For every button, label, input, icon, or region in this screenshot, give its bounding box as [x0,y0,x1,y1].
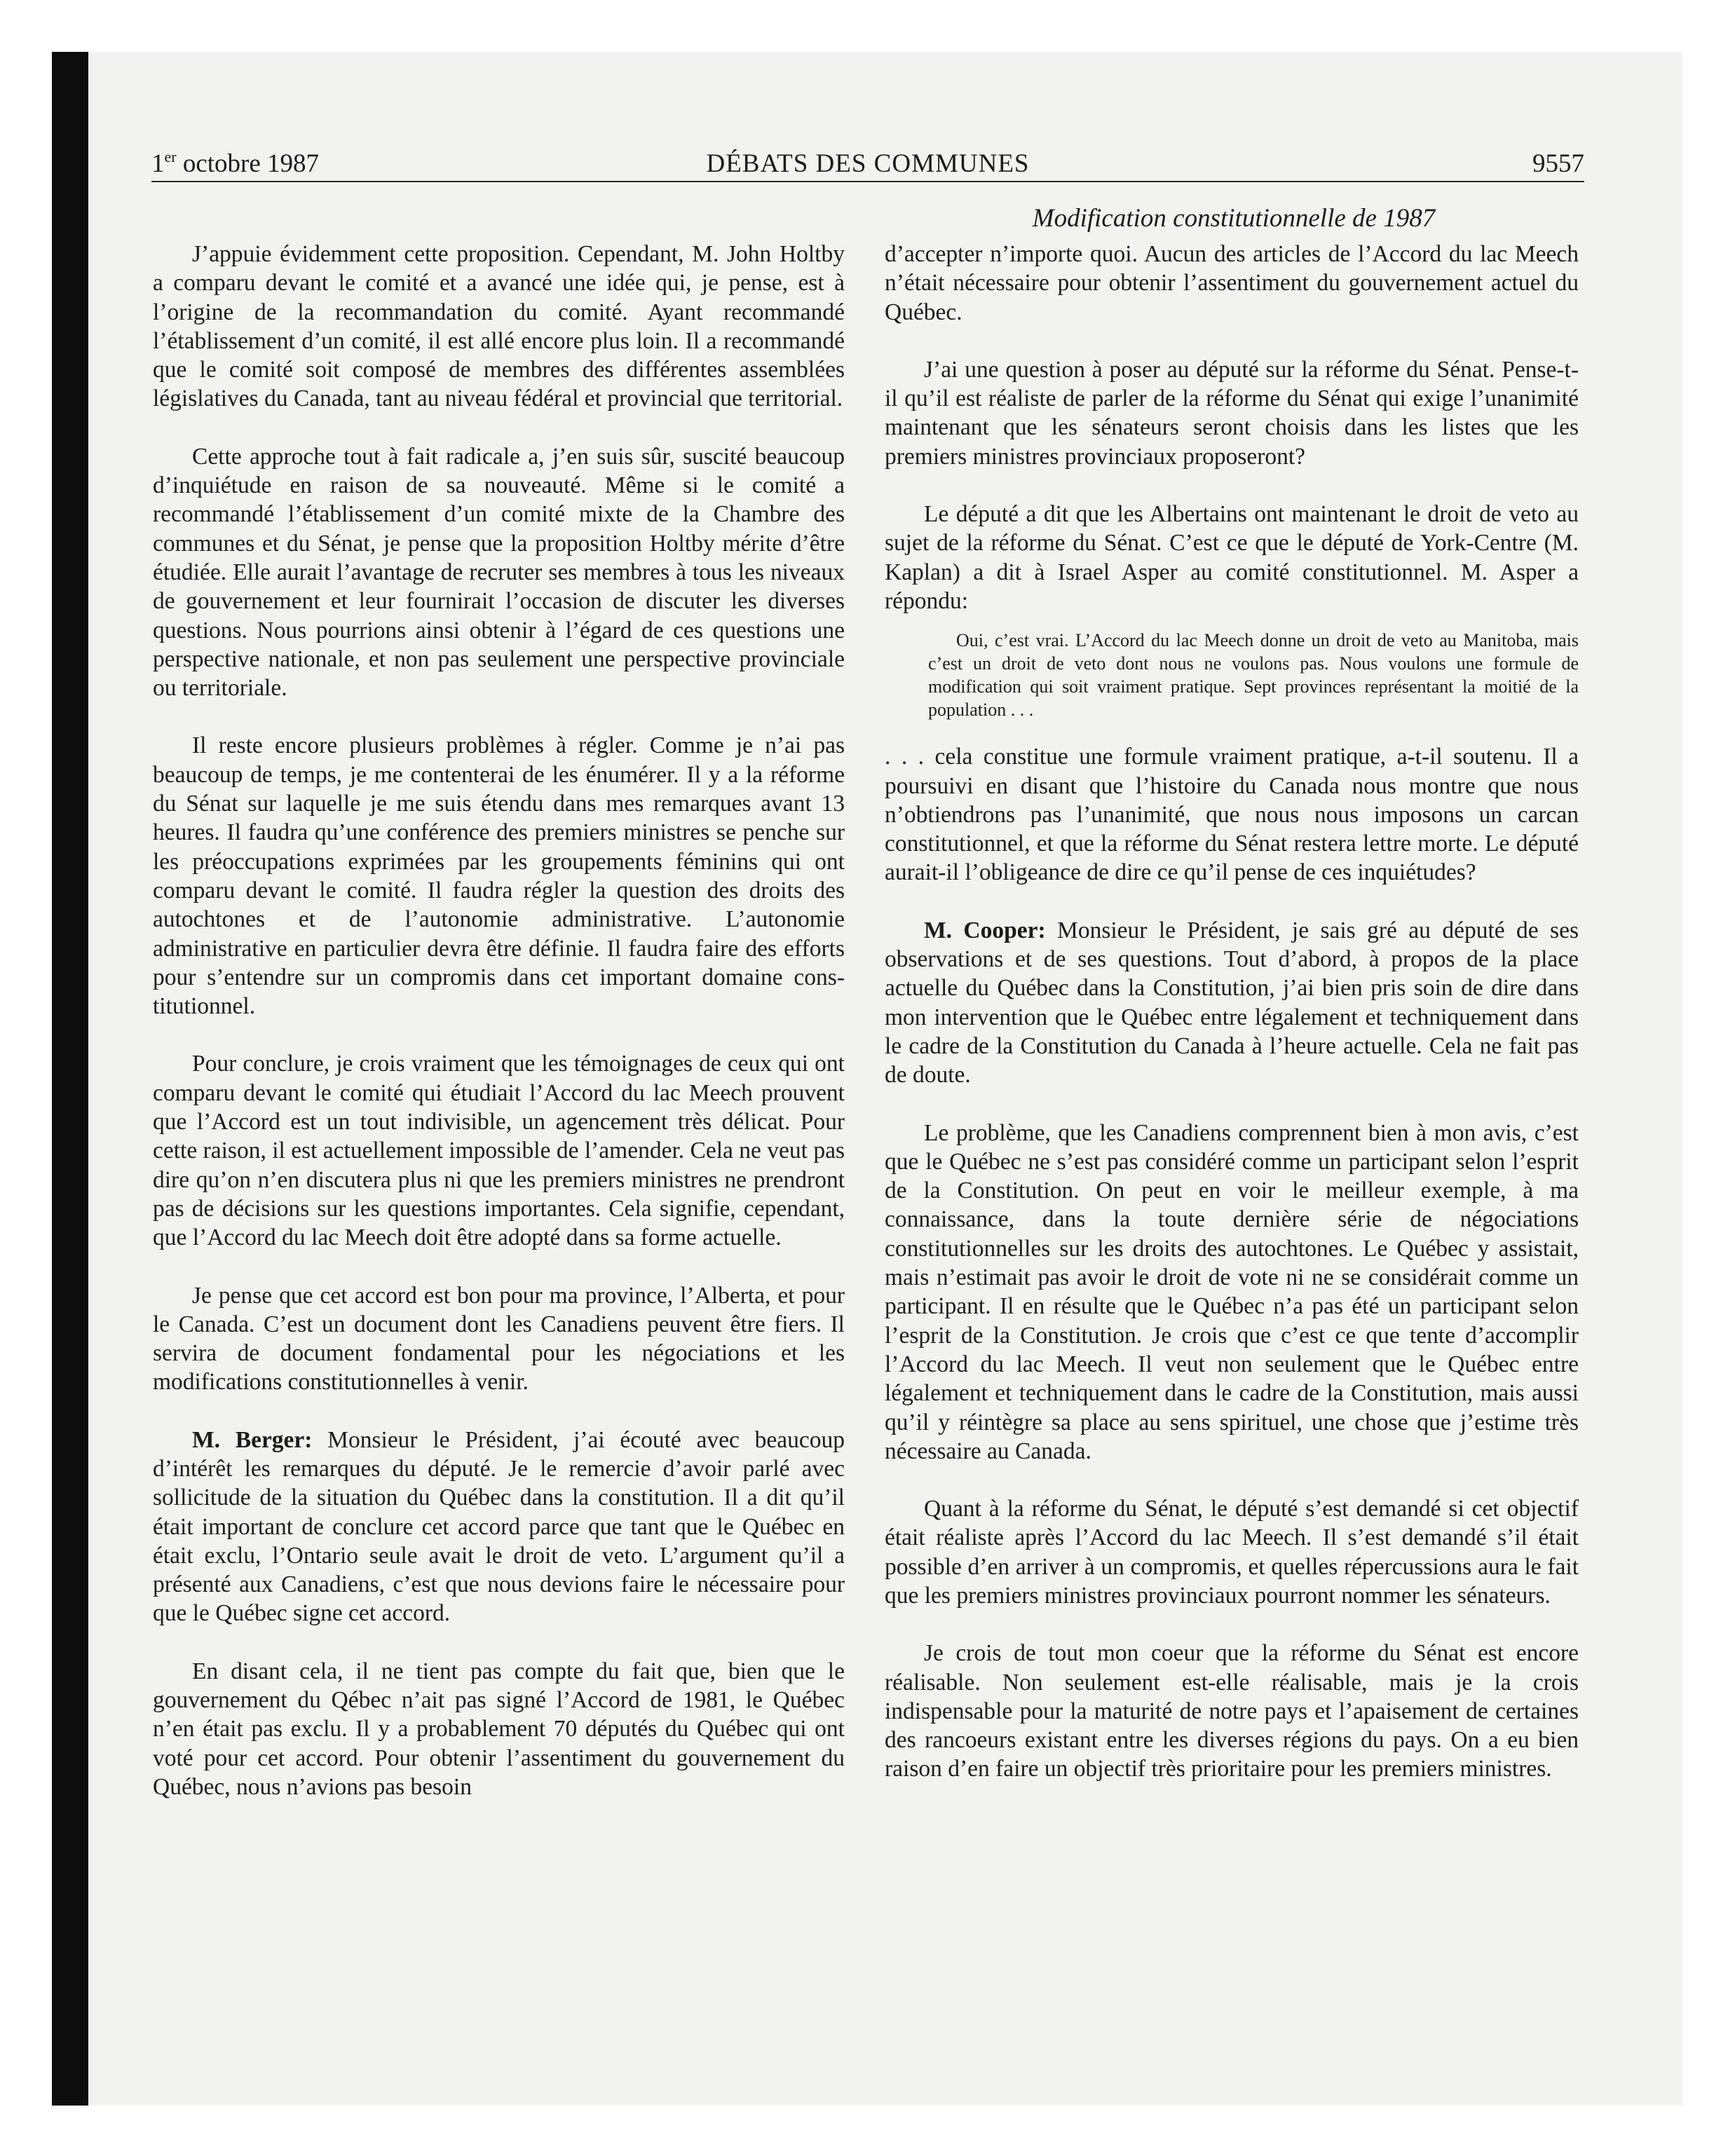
speaker-name: M. Cooper: [924,917,1046,943]
header-rule [151,181,1584,182]
paragraph: Cette approche tout à fait radicale a, j’en suis sûr, suscité beaucoup d’inquiétude en raison de sa nouveauté. Même si le comité a recommandé l’établissement d’un comité mixte de la Chambre des communes et du Sénat, je pense que la proposition Holtby mérite d’être étudiée. Elle aurait l’avantage de recruter ses membres à tous les niveaux de gouvernement et leur fournirait l’occasion de discuter les diverses questions. Nous pourrions ainsi obtenir à l’égard de ces questions une perspective nationale, et non pas seulement une perspective provinciale ou territoriale. [153,443,845,702]
paragraph: . . . cela constitue une formule vraiment pratique, a-t-il soutenu. Il a poursuivi en disant que l’histoire du Canada nous montre que nous n’obtiendrons pas l’unanimité, que nous nous imposons un carcan constitutionnel, et que la réforme du Sénat restera lettre morte. Le député aurait-il l’obligeance de dire ce qu’il pense de ces inquiétudes? [885,744,1579,886]
continued-paragraph: d’accepter n’importe quoi. Aucun des articles de l’Accord du lac Meech n’était nécessaire pour obtenir l’assentiment du gouvernement actuel du Québec. [885,241,1579,325]
paragraph: J’appuie évidemment cette proposition. Cependant, M. John Holtby a comparu devant le comité et a avancé une idée qui, je pense, est à l’origine de la recommandation du comité. Ayant recommandé l’établissement d’un comité, il est allé encore plus loin. Il a recommandé que le comité soit composé de membres des différentes assemblées législatives du Canada, tant au niveau fédéral et provincial que territorial. [153,241,845,412]
paragraph: Le problème, que les Canadiens comprennent bien à mon avis, c’est que le Québec ne s’est pas considéré comme un participant selon l’esprit de la Constitution. On peut en voir le meilleur exemple, à ma connaissance, dans la toute dernière série de négociations constitutionnelles sur les droits des autochtones. Le Québec y assistait, mais n’estimait pas avoir le droit de vote ni ne se considérait comme un participant. Il en résulte que le Québec n’a pas été un participant selon l’esprit de la Constitution. Je crois que c’est ce que tente d’accomplir l’Accord du lac Meech. Il veut non seulement que le Québec entre légalement et techniquement dans le cadre de la Constitution, mais aussi qu’il y réintègre sa place au sens spirituel, une chose que j’estime très nécessaire au Canada. [885,1119,1579,1464]
section-title: Modification constitutionnelle de 1987 [1032,204,1436,233]
paragraph: Quant à la réforme du Sénat, le député s’est demandé si cet objectif était réaliste après l’Accord du lac Meech. Il s’est demandé s’il était possible d’en arriver à un compromis, et quelles répercussions aura le fait que les premiers ministres provinciaux pourront nommer les sénateurs. [885,1496,1579,1609]
header-date: 1er octobre 1987 [151,148,320,178]
paragraph: Le député a dit que les Albertains ont maintenant le droit de veto au sujet de la réforme du Sénat. C’est ce que le député de York-Centre (M. Kaplan) a dit à Israel Asper au comité constitutionnel. M. Asper a répondu: [885,501,1579,614]
paragraph: Il reste encore plusieurs problèmes à régler. Comme je n’ai pas beaucoup de temps, je me contenterai de les énumérer. Il y a la réforme du Sénat sur laquelle je me suis étendu dans mes remarques avant 13 heures. Il faudra qu’une conférence des premiers ministres se penche sur les préoccupations exprimées par les groupements féminins qui ont comparu devant le comité. Il faudra régler la question des droits des autochtones et de l’autonomie administrative. L’autonomie administrative en particulier devra être définie. Il faudra faire des efforts pour s’entendre sur un compromis dans cet important domaine constitutionnel. [153,732,845,1020]
paragraph: En disant cela, il ne tient pas compte du fait que, bien que le gouvernement du Qébec n’ait pas signé l’Accord de 1981, le Québec n’en était pas exclu. Il y a probablement 70 députés du Québec qui ont voté pour cet accord. Pour obtenir l’assentiment du gouvernement du Québec, nous n’avions pas besoin [153,1658,845,1800]
speaker-name: M. Berger: [192,1426,313,1453]
running-header [151,144,1584,184]
block-quote: Oui, c’est vrai. L’Accord du lac Meech donne un droit de veto au Manitoba, mais c’est un droit de veto dont nous ne voulons pas. Nous voulons une formule de modification qui soit vraiment pratique. Sept provinces représentant la moitié de la population . . . [928,630,1579,721]
speech-paragraph [153,1426,845,1628]
paragraph: Pour conclure, je crois vraiment que les témoignages de ceux qui ont comparu devant le comité qui étudiait l’Accord du lac Meech prouvent que l’Accord est un tout indivisible, un agencement très délicat. Pour cette raison, il est actuellement impossible de l’amender. Cela ne veut pas dire qu’on n’en discutera plus ni que les premiers ministres ne prendront pas de décisions sur les questions importantes. Cela signifie, cependant, que l’Accord du lac Meech doit être adopté dans sa forme actuelle. [153,1051,845,1251]
left-column [153,240,845,1830]
right-column [885,240,1579,1813]
scan-binding-edge [52,52,88,2106]
speech-text: Monsieur le Président, je sais gré au député de ses observations et de ses questions. Tout d’abord, à propos de la place actuelle du Québec dans la Constitution, j’ai bien pris soin de dire dans mon intervention que le Québec entre légalement et techniquement dans le cadre de la Constitution du Canada à l’heure actuelle. Cela ne fait pas de doute. [885,917,1579,1089]
paragraph: J’ai une question à poser au député sur la réforme du Sénat. Pense-t-il qu’il est réaliste de parler de la réforme du Sénat qui exige l’unanimité maintenant que les sénateurs seront choisis dans les listes que les premiers ministres provinciaux proposeront? [885,356,1579,470]
publication-title: DÉBATS DES COMMUNES [706,149,1030,178]
paragraph: Je pense que cet accord est bon pour ma province, l’Alberta, et pour le Canada. C’est un document dont les Canadiens peuvent être fiers. Il servira de document fondamental pour les négociations et les modifications constitutionnelles à venir. [153,1282,845,1396]
speech-paragraph [885,916,1579,1090]
paragraph: Je crois de tout mon coeur que la réforme du Sénat est encore réalisable. Non seulement est-elle réalisable, mais je la crois indispensable pour la maturité de notre pays et l’apaisement de certaines des rancoeurs existant entre les diverses régions du pays. On a eu bien raison d’en faire un objectif très prioritaire pour les premiers ministres. [885,1640,1579,1782]
speech-text: Monsieur le Président, j’ai écouté avec beaucoup d’intérêt les remarques du député. Je le remercie d’avoir parlé avec sollicitude de la situation du Québec dans la constitution. Il a dit qu’il était important de conclure cet accord parce que tant que le Québec en était exclu, l’Ontario seule avait le droit de veto. L’argument qu’il a présenté aux Canadiens, c’est que nous devions faire le nécessaire pour que le Québec signe cet accord. [153,1426,845,1627]
page-number: 9557 [1532,149,1584,178]
